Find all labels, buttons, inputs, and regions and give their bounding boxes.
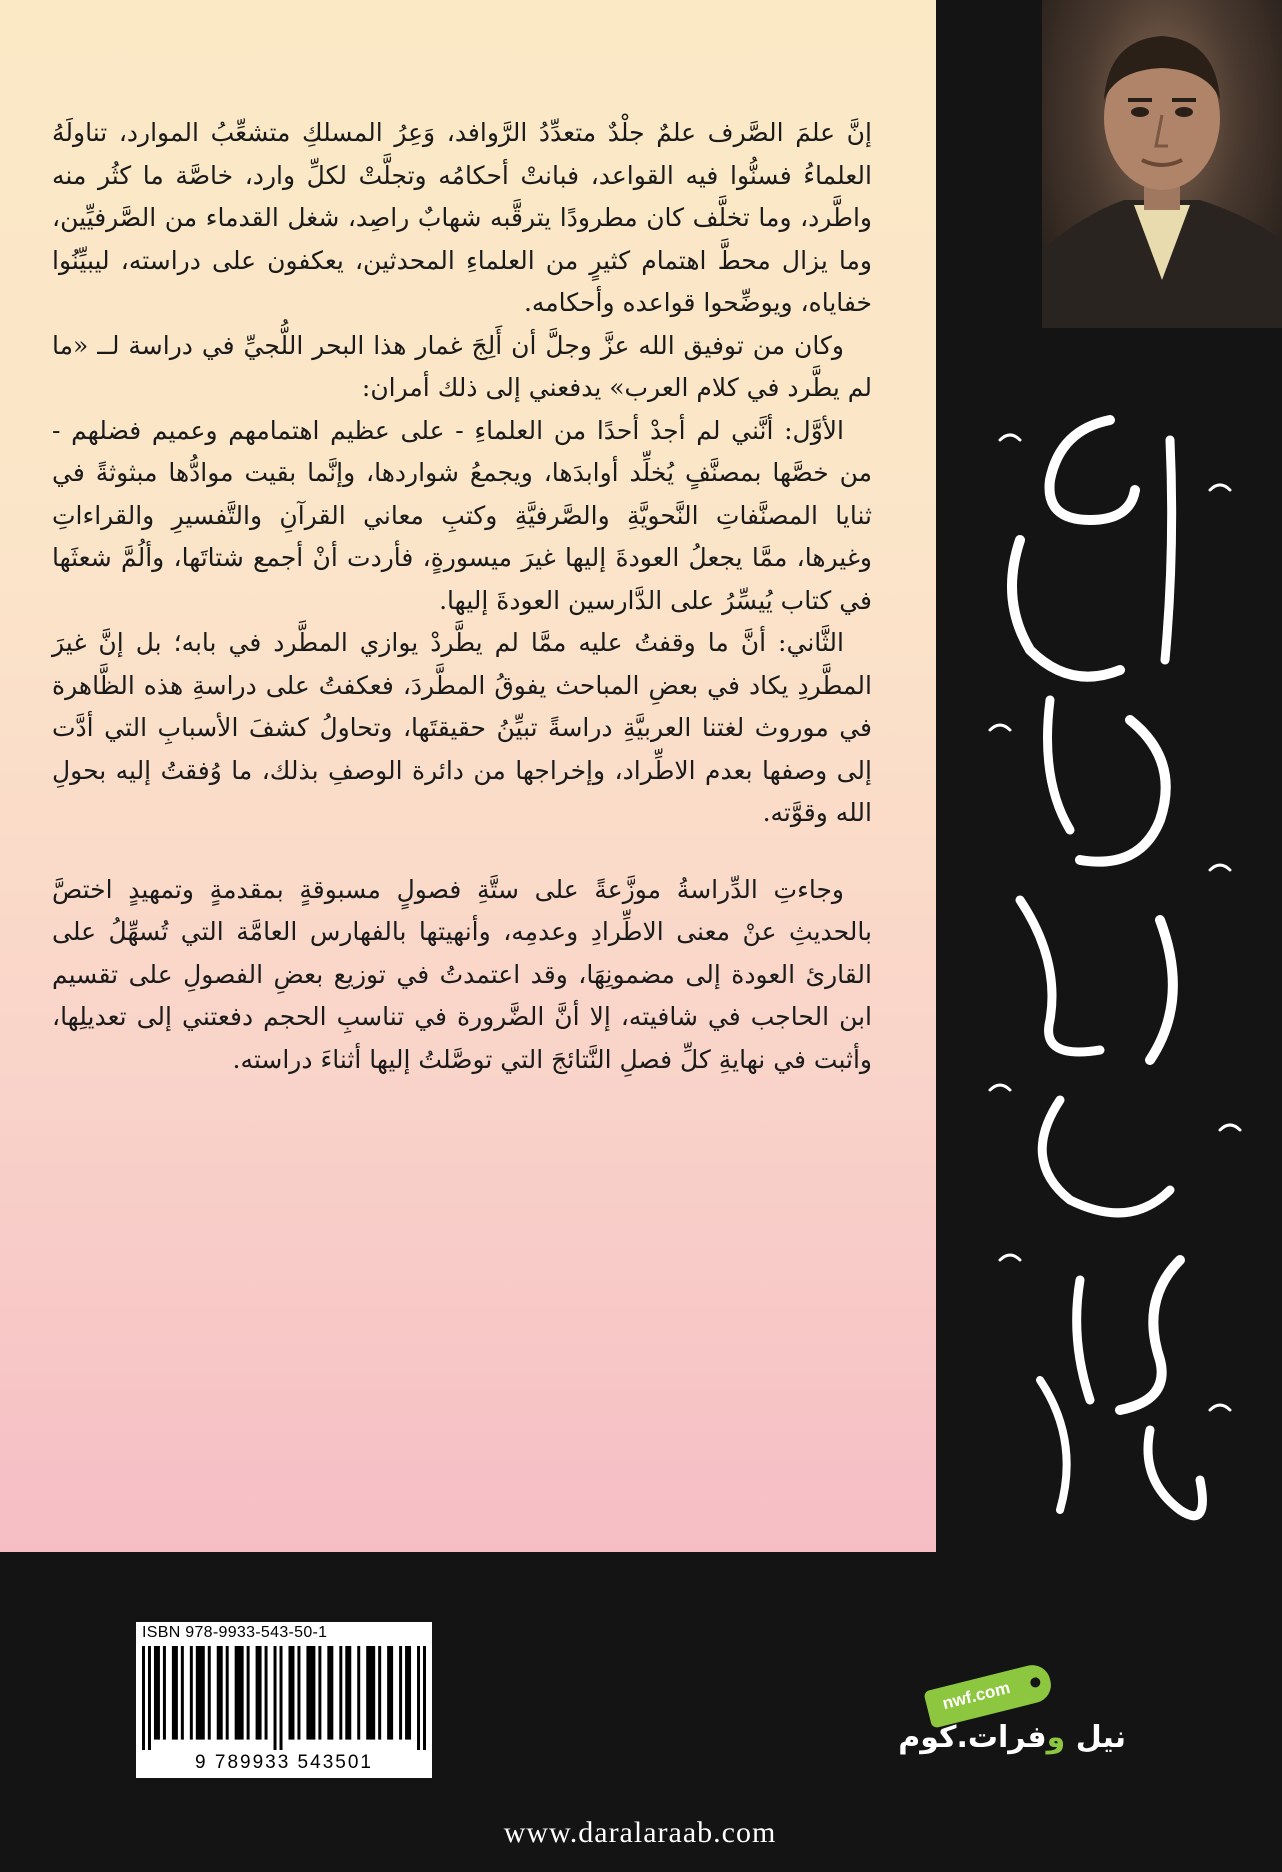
nwf-brand-part-1: نيل: [1065, 1720, 1126, 1755]
blurb-paragraph-3: الأوَّل: أنَّني لم أجدْ أحدًا من العلماءِ - على عظيم اهتمامهم وعميم فضلهم - من خصَّها بمصنَّفٍ يُخلِّد أوابدَها، ويجمعُ شواردها، وإنَّما بقيت موادُّها مبثوثةً في ثنايا المصنَّفاتِ النَّحويَّةِ والصَّرفيَّةِ وكتبِ معاني القرآنِ والتَّفسيرِ والقراءاتِ وغيرها، ممَّا يجعلُ العودةَ إليها غيرَ ميسورةٍ، فأردت أنْ أجمع شتاتَها، وألُمَّ شعثَها في كتاب يُيسِّرُ على الدَّارسين العودةَ إليها.: [52, 415, 872, 615]
blurb-paragraph-2: وكان من توفيق الله عزَّ وجلَّ أن أَلِجَ غمار هذا البحر اللُّجيِّ في دراسة لــ «ما لم يطَّرد في كلام العرب» يدفعني إلى ذلك أمران:: [52, 330, 872, 402]
isbn-label: ISBN 978-9933-543-50-1: [142, 1624, 328, 1641]
isbn-digits: 9 789933 543501: [195, 1752, 373, 1773]
blurb-paragraph-4: الثَّاني: أنَّ ما وقفتُ عليه ممَّا لم يطَّردْ يوازي المطَّرد في بابه؛ بل إنَّ غيرَ المطَّردِ يكاد في بعضِ المباحث يفوقُ المطَّردَ، فعكفتُ على دراسةِ هذه الظَّاهرة في موروث لغتنا العربيَّةِ دراسةً تبيِّنُ حقيقتَها، وتحاولُ كشفَ الأسبابِ التي أدَّت إلى وصفها بعدم الاطِّراد، وإخراجها من دائرة الوصفِ بذلك، ما وُفقتُ إليه بحولِ الله وقوَّته.: [52, 628, 872, 827]
nwf-brand-part-2: فرات.كوم: [898, 1720, 1047, 1755]
author-portrait: [1042, 0, 1282, 328]
nwf-brand-and: و: [1046, 1720, 1066, 1755]
blurb-text: [52, 112, 872, 1081]
calligraphy-title-icon: [960, 400, 1260, 1550]
nwf-tag: [923, 1661, 1054, 1728]
distributor-logo: [866, 1656, 1136, 1776]
blurb-paragraph-1: إنَّ علمَ الصَّرف علمٌ جلْدٌ متعدِّدُ الرَّوافد، وَعِرُ المسلكِ متشعِّبُ الموارد، تناولَهُ العلماءُ فسنُّوا فيه القواعد، فبانتْ أحكامُه وتجلَّتْ لكلِّ وارد، خاصَّة ما كثُر منه واطَّرد، وما تخلَّف كان مطرودًا يترقَّبه شهابٌ راصِد، شغل القدماء من الصَّرفيِّين، وما يزال محطَّ اهتمام كثيرٍ من العلماءِ المحدثين، يعكفون على دراسته، ليبيِّنُوا خفاياه، ويوضِّحوا قواعده وأحكامه.: [52, 118, 872, 317]
tag-hole-icon: [1029, 1676, 1041, 1688]
publisher-website: www.daralaraab.com: [503, 1816, 777, 1849]
barcode-icon: [142, 1646, 426, 1750]
isbn-barcode: [136, 1622, 432, 1778]
calligraphy-title: [960, 400, 1260, 1550]
author-portrait-icon: [1042, 0, 1282, 328]
nwf-brand-name: [866, 1720, 1126, 1755]
nwf-tag-text: nwf.com: [940, 1678, 1012, 1714]
blurb-paragraph-5: وجاءتِ الدِّراسةُ موزَّعةً على ستَّةِ فصولٍ مسبوقةٍ بمقدمةٍ وتمهيدٍ اختصَّ بالحديثِ عنْ معنى الاطِّرادِ وعدمِه، وأنهيتها بالفهارس العامَّة التي تُسهِّلُ على القارئ العودة إلى مضمونِهَا، وقد اعتمدتُ في توزيع بعضِ الفصولِ على تقسيم ابن الحاجب في شافيته، إلا أنَّ الضَّرورة في تناسبِ الحجم دفعتني إلى تعديلِها، وأثبت في نهايةِ كلِّ فصلِ النَّتائجَ التي توصَّلتُ إليها أثناءَ دراسته.: [52, 874, 872, 1074]
